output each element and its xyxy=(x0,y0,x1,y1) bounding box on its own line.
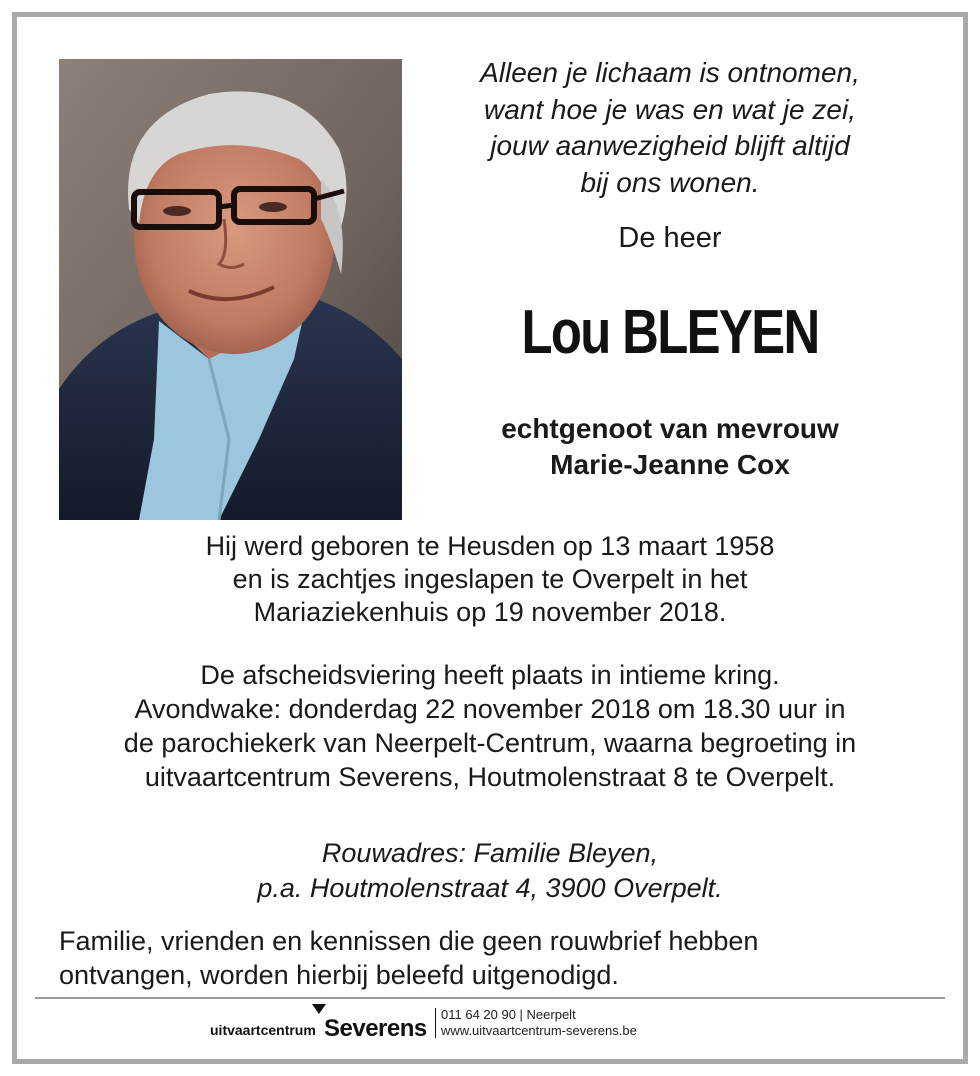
portrait-photo xyxy=(59,59,402,520)
honorific: De heer xyxy=(618,222,722,254)
ceremony-info xyxy=(40,658,940,794)
footer-phone: 011 64 20 90 | Neerpelt xyxy=(441,1007,576,1022)
ceremony-line: uitvaartcentrum Severens, Houtmolenstraat 8 te Overpelt. xyxy=(144,762,836,792)
spouse-info xyxy=(410,411,930,483)
poem-line: jouw aanwezigheid blijft altijd xyxy=(490,130,850,161)
footer-website[interactable]: www.uitvaartcentrum-severens.be xyxy=(441,1023,637,1038)
funeral-home-footer xyxy=(0,1002,980,1046)
poem-line: bij ons wonen. xyxy=(580,166,760,198)
deceased-name: Lou BLEYEN xyxy=(521,298,819,367)
ceremony-line: De afscheidsviering heeft plaats in intieme kring. xyxy=(200,660,780,690)
spouse-name: Marie-Jeanne Cox xyxy=(550,449,790,480)
mourning-address xyxy=(40,836,940,906)
footer-prefix: uitvaartcentrum xyxy=(210,1022,316,1038)
birth-line: en is zachtjes ingeslapen te Overpelt in het xyxy=(232,564,748,594)
footer-contact xyxy=(441,1007,637,1039)
address-line: Rouwadres: Familie Bleyen, xyxy=(321,838,659,868)
invite-line: ontvangen, worden hierbij beleefd uitgenodigd. xyxy=(59,960,619,990)
address-line: p.a. Houtmolenstraat 4, 3900 Overpelt. xyxy=(257,873,723,903)
triangle-icon xyxy=(312,1004,326,1014)
spouse-line: echtgenoot van mevrouw xyxy=(501,413,839,444)
poem-line: want hoe je was en wat je zei, xyxy=(484,93,856,125)
birth-line: Mariaziekenhuis op 19 november 2018. xyxy=(253,597,727,627)
poem-line: Alleen je lichaam is ontnomen, xyxy=(480,57,860,88)
birth-death-info xyxy=(40,530,940,629)
invite-line: Familie, vrienden en kennissen die geen rouwbrief hebben xyxy=(59,926,759,956)
footer-separator xyxy=(435,1008,436,1038)
invitation-note xyxy=(59,924,939,992)
ceremony-line: Avondwake: donderdag 22 november 2018 om 18.30 uur in xyxy=(134,694,846,724)
birth-line: Hij werd geboren te Heusden op 13 maart 1958 xyxy=(205,531,775,561)
poem xyxy=(410,55,930,201)
footer-divider xyxy=(35,997,945,999)
ceremony-line: de parochiekerk van Neerpelt-Centrum, waarna begroeting in xyxy=(123,728,857,758)
footer-brand: Severens xyxy=(324,1015,427,1042)
